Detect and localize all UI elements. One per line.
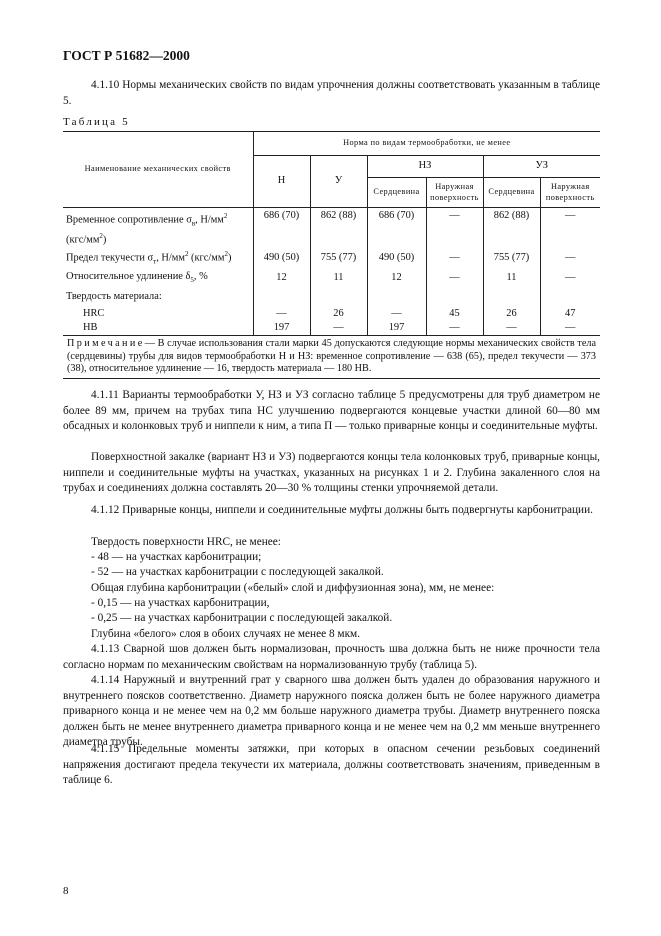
header-nz-outer: Наружная поверхность <box>426 178 483 208</box>
cell: 686 (70) <box>253 208 310 248</box>
table-row <box>63 288 600 307</box>
header-norm: Норма по видам термообработки, не менее <box>253 132 600 156</box>
mechanical-properties-table <box>63 131 600 379</box>
paragraph-4-1-11: 4.1.11 Варианты термообработки У, НЗ и УЗ согласно таблице 5 предусмотрены для труб диаметром не более 89 мм, причем на трубах типа НС улучшению подвергаются концевые участки длиной 60—80 мм обсадных и колонковых труб и ниппели к ним, а типа П — только приварные концы и соединительные муфты. <box>63 389 600 433</box>
paragraph-depth: Общая глубина карбонитрации («белый» слой и диффузионная зона), мм, не менее: <box>91 582 495 594</box>
paragraph-4-1-13: 4.1.13 Сварной шов должен быть нормализован, прочность шва должна быть не ниже прочности тела согласно нормам по механическим свойствам на нормализованную трубу (таблица 5). <box>63 643 600 671</box>
paragraph-surface-hardening: Поверхностной закалке (вариант НЗ и УЗ) подвергаются концы тела колонковых труб, приварные концы, ниппели и соединительные муфты на участках, указанных на рисунках 1 и 2. Глубина закаленного слоя на трубах и соединениях должна составлять 20—30 % толщины стенки упрочняемой детали. <box>63 451 600 495</box>
row-label: Относительное удлинение $\delta_5$, % <box>63 269 253 288</box>
cell: — <box>540 321 600 335</box>
header-uz-core: Сердцевина <box>483 178 540 208</box>
table-note <box>63 335 600 378</box>
header-n: Н <box>253 156 310 208</box>
cell: — <box>426 247 483 269</box>
table-row <box>63 269 600 288</box>
cell: — <box>367 307 426 321</box>
table-row <box>63 208 600 248</box>
paragraph-4-1-14: 4.1.14 Наружный и внутренний грат у сварного шва должен быть удален до образования наружного и внутреннего поясков соответственно. Диаметр наружного пояска должен быть не более наружного диаметра приварного конца и не менее чем на 0,2 мм больше наружного диаметра трубы. Диаметр внутреннего пояска должен быть не менее внутреннего диаметра приварного конца и не менее чем на 0,2 мм меньше внутреннего диаметра трубы. <box>63 674 600 749</box>
cell: 197 <box>253 321 310 335</box>
cell: 490 (50) <box>367 247 426 269</box>
cell: — <box>426 269 483 288</box>
cell: 26 <box>483 307 540 321</box>
paragraph-hrc: Твердость поверхности HRC, не менее: <box>91 536 281 548</box>
cell: 490 (50) <box>253 247 310 269</box>
cell: — <box>253 307 310 321</box>
paragraph-4-1-10: 4.1.10 Нормы механических свойств по видам упрочнения должны соответствовать указанным в таблице 5. <box>63 79 600 107</box>
cell: 12 <box>367 269 426 288</box>
table-row <box>63 321 600 335</box>
table-row <box>63 307 600 321</box>
cell: 197 <box>367 321 426 335</box>
row-label: Предел текучести $\sigma_т$, $Н/мм^2$ $(кгс/мм^2)$ <box>63 247 253 269</box>
list-item-52: - 52 — на участках карбонитрации с последующей закалкой. <box>91 566 384 578</box>
cell: 47 <box>565 307 576 319</box>
cell: 755 (77) <box>310 247 367 269</box>
cell: 45 <box>426 307 483 321</box>
note-text: — В случае использования стали марки 45 допускаются следующие нормы механических свойств тела (сердцевины) трубы для видов термообработки Н и НЗ: временное сопротивление — 638 (65), предел текучести — 373 (38), относительное удлинение — 16, твердость материала — 180 НВ. <box>67 337 596 375</box>
cell: 11 <box>310 269 367 288</box>
list-item-025: - 0,25 — на участках карбонитрации с последующей закалкой. <box>91 612 393 624</box>
cell: — <box>310 321 367 335</box>
cell: 26 <box>310 307 367 321</box>
document-header: ГОСТ Р 51682—2000 <box>63 48 190 63</box>
cell: 755 (77) <box>483 247 540 269</box>
cell: 11 <box>483 269 540 288</box>
header-uz: УЗ <box>483 156 600 178</box>
header-u: У <box>310 156 367 208</box>
cell: — <box>426 321 483 335</box>
cell: 862 (88) <box>483 208 540 248</box>
header-nz: НЗ <box>367 156 483 178</box>
paragraph-4-1-12: 4.1.12 Приварные концы, ниппели и соединительные муфты должны быть подвергнуты карбонитрации. <box>91 504 593 516</box>
header-uz-outer: Наружная поверхность <box>540 178 600 208</box>
cell: — <box>426 208 483 248</box>
row-label: Временное сопротивление $\sigma_в$, $Н/мм^2$ $(кгс/мм^2)$ <box>63 208 253 248</box>
cell: — <box>565 210 576 221</box>
cell: — <box>565 251 576 263</box>
row-label: HB <box>63 321 253 335</box>
header-property-name: Наименование механических свойств <box>63 132 253 208</box>
cell: — <box>483 321 540 335</box>
list-item-015: - 0,15 — на участках карбонитрации, <box>91 597 270 609</box>
table-caption: Таблица 5 <box>63 116 130 128</box>
row-label: Твердость материала: <box>63 288 253 307</box>
cell: — <box>565 272 576 284</box>
list-item-48: - 48 — на участках карбонитрации; <box>91 551 262 563</box>
page-number: 8 <box>63 885 69 897</box>
cell: 686 (70) <box>367 208 426 248</box>
paragraph-4-1-15: 4.1.15 Предельные моменты затяжки, при которых в опасном сечении резьбовых соединений напряжения достигают предела текучести их материала, должны соответствовать значениям, приведенным в таблице 6. <box>63 743 600 787</box>
cell: 862 (88) <box>310 208 367 248</box>
note-label: Примечание <box>67 337 145 349</box>
cell: 12 <box>253 269 310 288</box>
paragraph-white-layer: Глубина «белого» слоя в обоих случаях не менее 8 мкм. <box>91 628 361 640</box>
row-label: HRC <box>63 307 253 321</box>
header-nz-core: Сердцевина <box>367 178 426 208</box>
table-row <box>63 247 600 269</box>
